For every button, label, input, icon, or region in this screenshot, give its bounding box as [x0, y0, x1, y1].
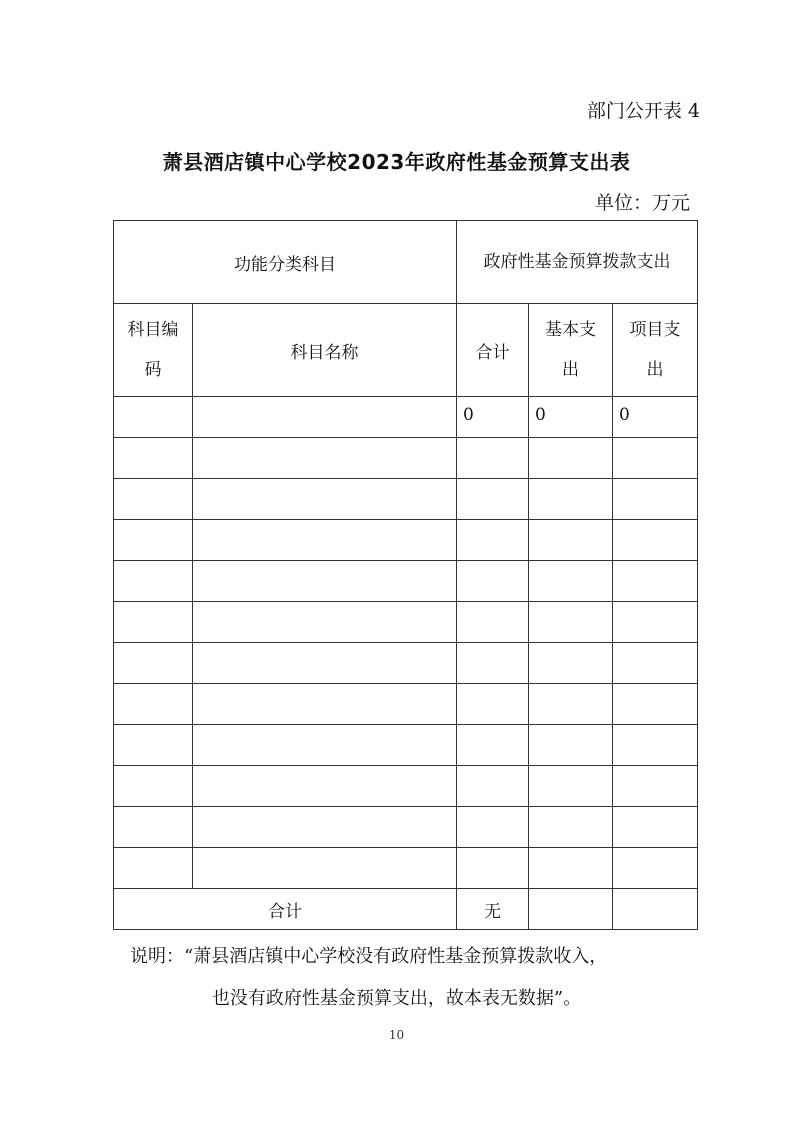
cell-total — [457, 766, 529, 807]
table-row — [114, 438, 698, 479]
header-basic-expenditure: 基本支出 — [529, 304, 613, 397]
table-row — [114, 766, 698, 807]
table-row — [114, 397, 698, 438]
cell-project — [613, 848, 698, 889]
table-subheader-row — [114, 304, 698, 397]
total-value: 无 — [457, 889, 529, 930]
cell-project — [613, 438, 698, 479]
cell-total — [457, 848, 529, 889]
table-row — [114, 725, 698, 766]
cell-basic — [529, 684, 613, 725]
table-row — [114, 643, 698, 684]
cell-total — [457, 520, 529, 561]
table-body — [114, 397, 698, 889]
table-row — [114, 807, 698, 848]
cell-project — [613, 520, 698, 561]
table-row — [114, 684, 698, 725]
cell-basic — [529, 643, 613, 684]
cell-total — [457, 725, 529, 766]
cell-total — [457, 438, 529, 479]
cell-subject-code — [114, 643, 193, 684]
cell-subject-name — [193, 807, 457, 848]
form-tag: 部门公开表 4 — [586, 100, 700, 122]
cell-subject-code — [114, 520, 193, 561]
cell-project — [613, 725, 698, 766]
total-project — [613, 889, 698, 930]
cell-subject-code — [114, 561, 193, 602]
cell-basic — [529, 438, 613, 479]
cell-total — [457, 643, 529, 684]
cell-subject-code — [114, 479, 193, 520]
cell-subject-code — [114, 807, 193, 848]
cell-subject-code — [114, 725, 193, 766]
cell-subject-name — [193, 643, 457, 684]
cell-basic — [529, 602, 613, 643]
cell-subject-code — [114, 602, 193, 643]
cell-total: 0 — [457, 397, 529, 438]
cell-project: 0 — [613, 397, 698, 438]
note-line-1: 说明：“萧县酒店镇中心学校没有政府性基金预算拨款收入， — [130, 946, 608, 967]
cell-subject-code — [114, 438, 193, 479]
cell-basic — [529, 725, 613, 766]
cell-total — [457, 807, 529, 848]
table-row — [114, 520, 698, 561]
header-total: 合计 — [457, 304, 529, 397]
cell-subject-code — [114, 848, 193, 889]
cell-subject-code — [114, 766, 193, 807]
cell-subject-name — [193, 684, 457, 725]
cell-basic — [529, 561, 613, 602]
cell-basic: 0 — [529, 397, 613, 438]
cell-subject-name — [193, 725, 457, 766]
cell-total — [457, 479, 529, 520]
cell-subject-name — [193, 766, 457, 807]
cell-basic — [529, 520, 613, 561]
header-subject-code: 科目编码 — [114, 304, 193, 397]
header-functional-classification: 功能分类科目 — [114, 221, 457, 304]
cell-subject-name — [193, 520, 457, 561]
cell-total — [457, 684, 529, 725]
table-row — [114, 848, 698, 889]
cell-subject-name — [193, 397, 457, 438]
cell-project — [613, 807, 698, 848]
table-row — [114, 479, 698, 520]
budget-table — [113, 220, 698, 930]
total-basic — [529, 889, 613, 930]
cell-basic — [529, 807, 613, 848]
cell-project — [613, 766, 698, 807]
header-project-expenditure: 项目支出 — [613, 304, 698, 397]
cell-subject-name — [193, 561, 457, 602]
page-number: 10 — [388, 1028, 405, 1042]
cell-subject-name — [193, 848, 457, 889]
cell-subject-code — [114, 397, 193, 438]
cell-basic — [529, 479, 613, 520]
cell-subject-name — [193, 479, 457, 520]
cell-project — [613, 643, 698, 684]
table-row — [114, 602, 698, 643]
table-header-row — [114, 221, 698, 304]
table-row — [114, 561, 698, 602]
cell-basic — [529, 766, 613, 807]
cell-project — [613, 479, 698, 520]
cell-project — [613, 561, 698, 602]
table-total-row — [114, 889, 698, 930]
cell-total — [457, 602, 529, 643]
cell-subject-code — [114, 684, 193, 725]
cell-project — [613, 602, 698, 643]
page-title: 萧县酒店镇中心学校2023年政府性基金预算支出表 — [162, 150, 631, 174]
cell-project — [613, 684, 698, 725]
cell-basic — [529, 848, 613, 889]
header-fund-budget-expenditure: 政府性基金预算拨款支出 — [457, 221, 698, 304]
note-line-2: 也没有政府性基金预算支出，故本表无数据”。 — [211, 988, 582, 1009]
cell-subject-name — [193, 602, 457, 643]
unit-label: 单位：万元 — [594, 192, 690, 214]
header-subject-name: 科目名称 — [193, 304, 457, 397]
cell-subject-name — [193, 438, 457, 479]
total-label: 合计 — [114, 889, 457, 930]
cell-total — [457, 561, 529, 602]
